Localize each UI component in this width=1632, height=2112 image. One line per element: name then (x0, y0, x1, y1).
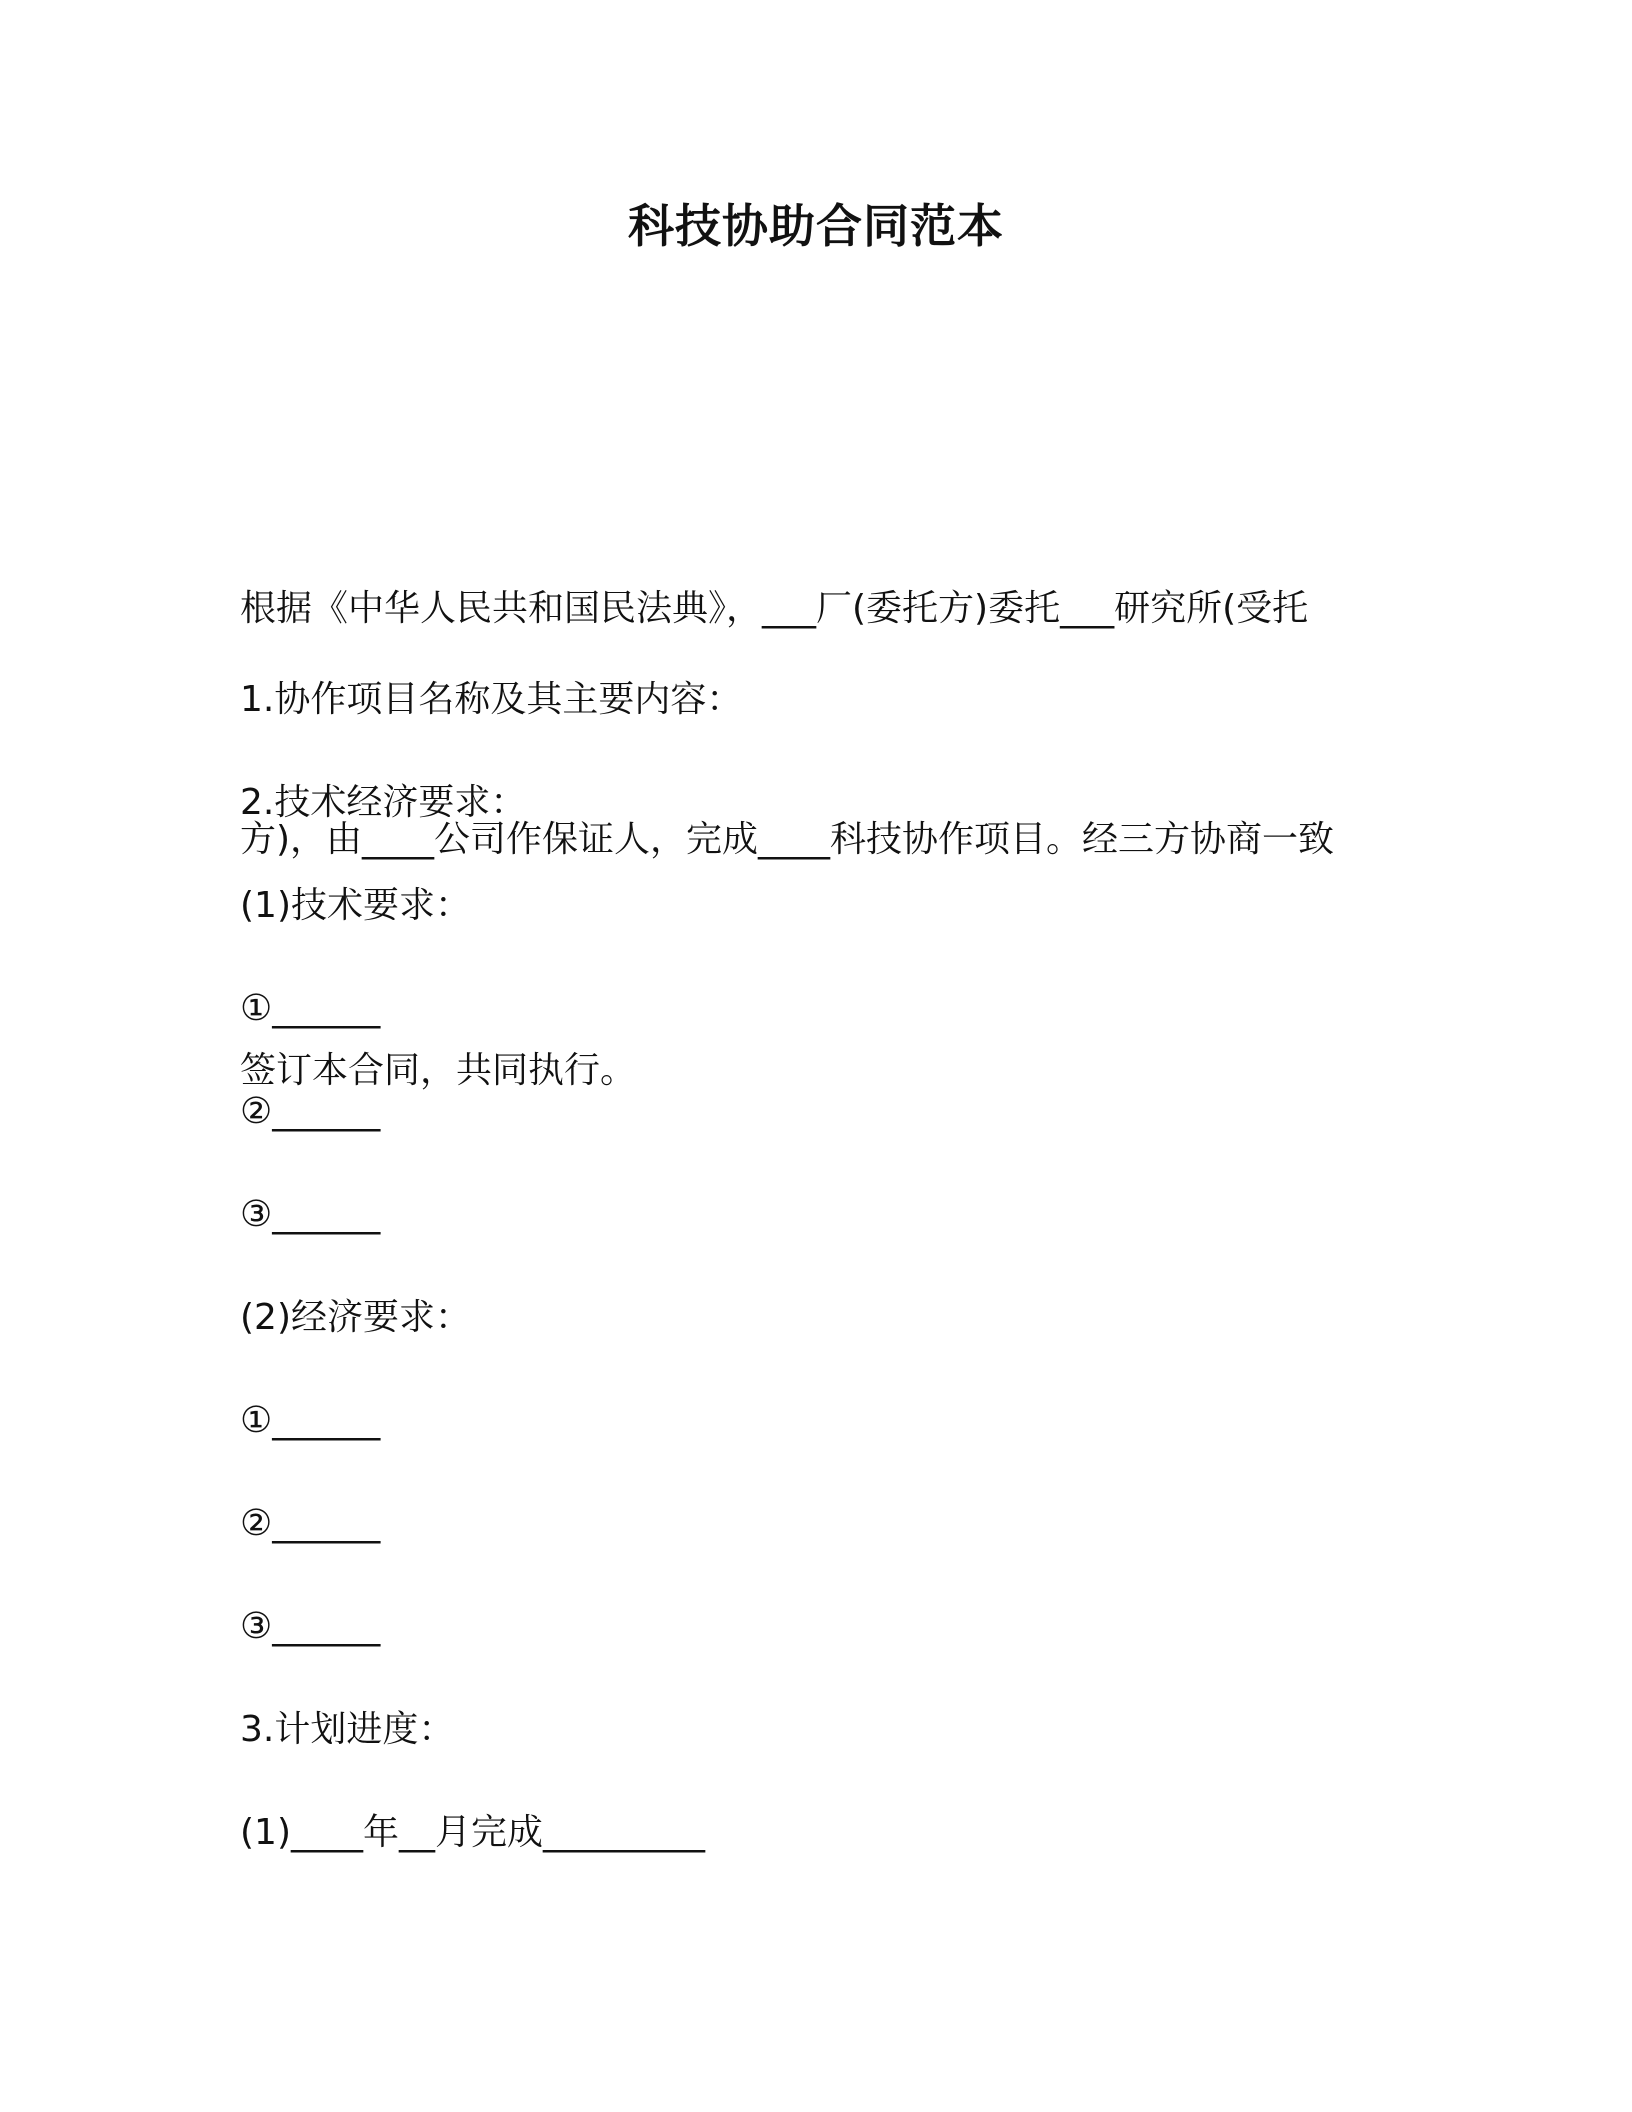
economic-requirement-blank-1: ①______ (240, 1400, 381, 1441)
technical-requirement-blank-3: ③______ (240, 1194, 381, 1235)
intro-line: 签订本合同，共同执行。 (240, 1050, 637, 1091)
economic-requirement-blank-3: ③______ (240, 1606, 381, 1647)
economic-requirement-blank-2: ②______ (240, 1503, 381, 1544)
document-title: 科技协助合同范本 (628, 199, 1004, 253)
intro-line: 根据《中华人民共和国民法典》，___厂(委托方)委托___研究所(受托 (240, 588, 1309, 629)
section-tech-economic-requirements: 2.技术经济要求： (240, 782, 527, 823)
schedule-item-1: (1)____年__月完成_________ (240, 1812, 705, 1853)
subsection-economic-requirements: (2)经济要求： (240, 1297, 471, 1338)
subsection-technical-requirements: (1)技术要求： (240, 885, 471, 926)
section-project-name: 1.协作项目名称及其主要内容： (240, 679, 743, 720)
technical-requirement-blank-1: ①______ (240, 988, 381, 1029)
intro-line: 方)，由____公司作保证人，完成____科技协作项目。经三方协商一致 (240, 819, 1335, 860)
section-schedule: 3.计划进度： (240, 1709, 455, 1750)
technical-requirement-blank-2: ②______ (240, 1091, 381, 1132)
intro-paragraph (240, 416, 1400, 1263)
